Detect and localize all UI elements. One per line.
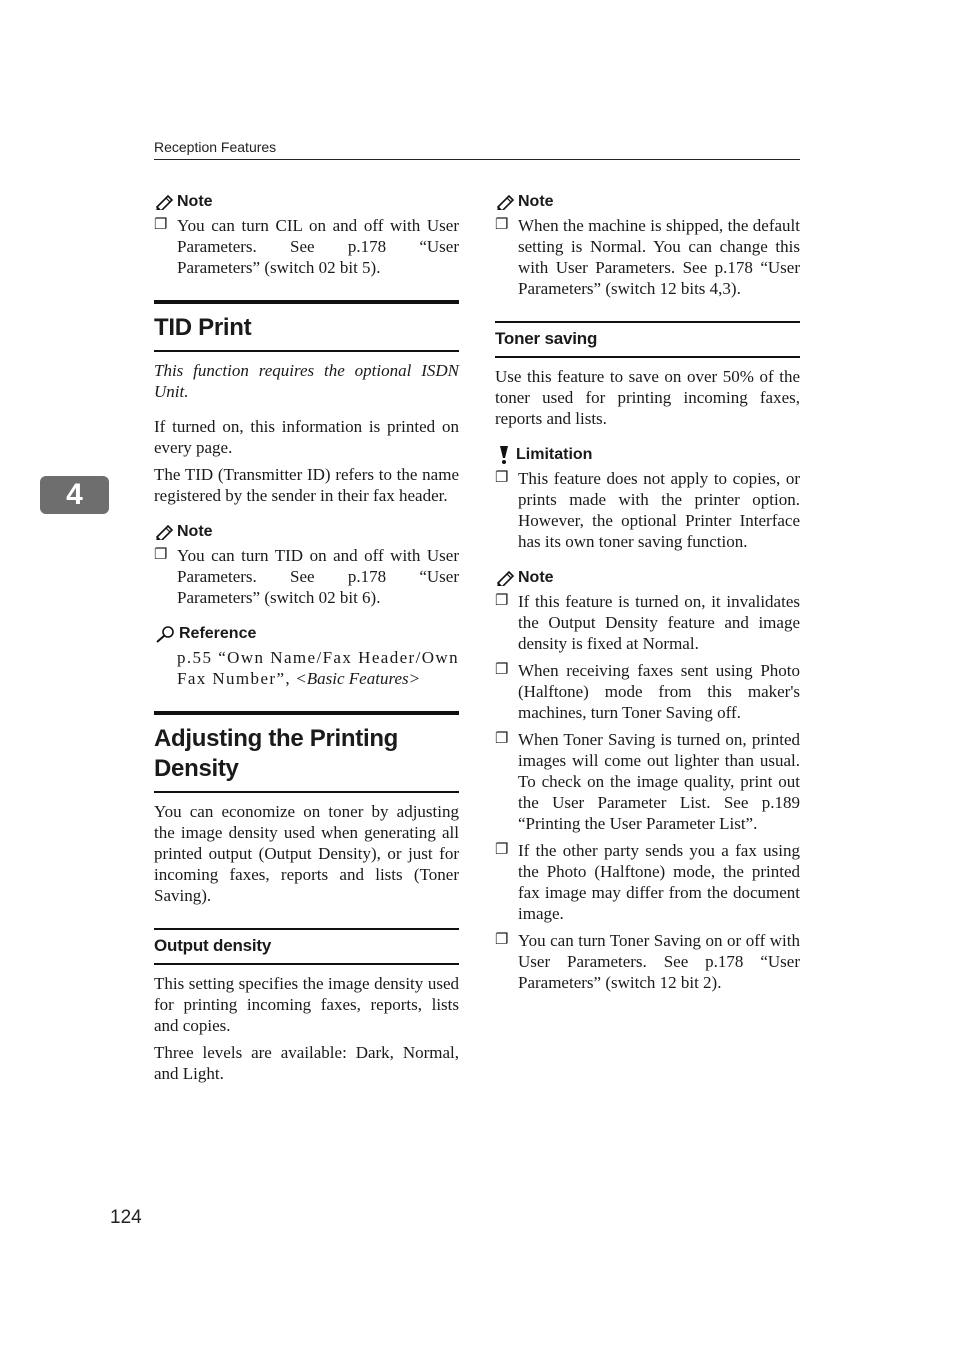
- checkbox-icon: ❐: [495, 932, 509, 948]
- note-text: If the other party sends you a fax using the Photo (Halftone) mode, the printed fax image may differ from the document image.: [518, 841, 800, 923]
- subsection-title: Output density: [154, 936, 272, 955]
- section-heading-adjusting: [154, 711, 459, 793]
- reference-text: [154, 647, 459, 689]
- chapter-tab: 4: [40, 476, 109, 514]
- right-column: [495, 192, 800, 993]
- note-block: [495, 568, 800, 993]
- list-item: [495, 215, 800, 299]
- pencil-icon: [495, 570, 515, 586]
- checkbox-icon: ❐: [495, 470, 509, 486]
- note-heading: [154, 522, 459, 542]
- checkbox-icon: ❐: [495, 842, 509, 858]
- checkbox-icon: ❐: [495, 217, 509, 233]
- limitation-block: [495, 445, 800, 552]
- page-number: 124: [110, 1207, 142, 1228]
- note-text: When receiving faxes sent using Photo (Halftone) mode from this maker's machines, turn Toner Saving off.: [518, 661, 800, 722]
- paragraph: Three levels are available: Dark, Normal, and Light.: [154, 1043, 459, 1083]
- checkbox-icon: ❐: [154, 547, 168, 563]
- list-item: [495, 729, 800, 834]
- paragraph: If turned on, this information is printed on every page.: [154, 417, 459, 457]
- exclamation-icon: [495, 445, 513, 465]
- note-text: You can turn Toner Saving on or off with User Parameters. See p.178 “User Parameters” (switch 12 bit 2).: [518, 931, 800, 992]
- limitation-heading: [495, 445, 800, 465]
- running-header: Reception Features: [154, 139, 277, 155]
- pencil-icon: [495, 194, 515, 210]
- note-heading: [495, 568, 800, 588]
- list-item: [154, 545, 459, 608]
- note-block: [495, 192, 800, 299]
- note-text: You can turn TID on and off with User Parameters. See p.178 “User Parameters” (switch 02 bit 6).: [177, 546, 459, 607]
- section-title: Adjusting the Printing Density: [154, 725, 399, 782]
- note-label: Note: [177, 193, 213, 210]
- header-rule: [154, 159, 800, 160]
- note-block: [154, 192, 459, 278]
- note-text: You can turn CIL on and off with User Parameters. See p.178 “User Parameters” (switch 02 bit 5).: [177, 216, 459, 277]
- note-label: Note: [177, 523, 213, 540]
- list-item: [495, 660, 800, 723]
- checkbox-icon: ❐: [495, 662, 509, 678]
- list-item: [495, 591, 800, 654]
- paragraph: The TID (Transmitter ID) refers to the name registered by the sender in their fax header.: [154, 465, 459, 505]
- list-item: [495, 930, 800, 993]
- checkbox-icon: ❐: [154, 217, 168, 233]
- reference-heading: [154, 624, 459, 644]
- subsection-heading-output-density: [154, 928, 459, 965]
- note-text: When Toner Saving is turned on, printed images will come out lighter than usual. To check on the image quality, print out the User Parameter List. See p.189 “Printing the User Parameter List”.: [518, 730, 800, 833]
- list-item: [495, 468, 800, 552]
- section-heading-tid-print: [154, 300, 459, 352]
- checkbox-icon: ❐: [495, 731, 509, 747]
- note-label: Note: [518, 569, 554, 586]
- note-block: [154, 522, 459, 608]
- subsection-title: Toner saving: [495, 329, 598, 348]
- list-item: [495, 840, 800, 924]
- pencil-icon: [154, 194, 174, 210]
- reference-label: Reference: [179, 625, 257, 642]
- limitation-label: Limitation: [516, 446, 593, 463]
- reference-block: [154, 624, 459, 689]
- section-title: TID Print: [154, 314, 252, 341]
- paragraph: You can economize on toner by adjusting the image density used when generating all printed output (Output Density), or just for incoming faxes, reports and lists (Toner Saving).: [154, 802, 459, 905]
- reference-source: <Basic Features>: [295, 669, 421, 688]
- paragraph: Use this feature to save on over 50% of the toner used for printing incoming faxes, reports and lists.: [495, 367, 800, 428]
- magnifier-icon: [154, 625, 176, 643]
- requirement-text: This function requires the optional ISDN Unit.: [154, 361, 459, 401]
- note-heading: [495, 192, 800, 212]
- note-text: If this feature is turned on, it invalidates the Output Density feature and image density is fixed at Normal.: [518, 592, 800, 653]
- subsection-heading-toner-saving: [495, 321, 800, 358]
- limitation-text: This feature does not apply to copies, or prints made with the printer option. However, the optional Printer Interface has its own toner saving function.: [518, 469, 800, 551]
- note-label: Note: [518, 193, 554, 210]
- note-heading: [154, 192, 459, 212]
- list-item: [154, 215, 459, 278]
- note-text: When the machine is shipped, the default setting is Normal. You can change this with User Parameters. See p.178 “User Parameters” (switch 12 bits 4,3).: [518, 216, 800, 298]
- left-column: [154, 192, 459, 1084]
- checkbox-icon: ❐: [495, 593, 509, 609]
- paragraph: This setting specifies the image density used for printing incoming faxes, reports, lists and copies.: [154, 974, 459, 1035]
- reference-link[interactable]: p.55 “Own Name/Fax Header/Own Fax Number”,: [177, 648, 459, 688]
- pencil-icon: [154, 524, 174, 540]
